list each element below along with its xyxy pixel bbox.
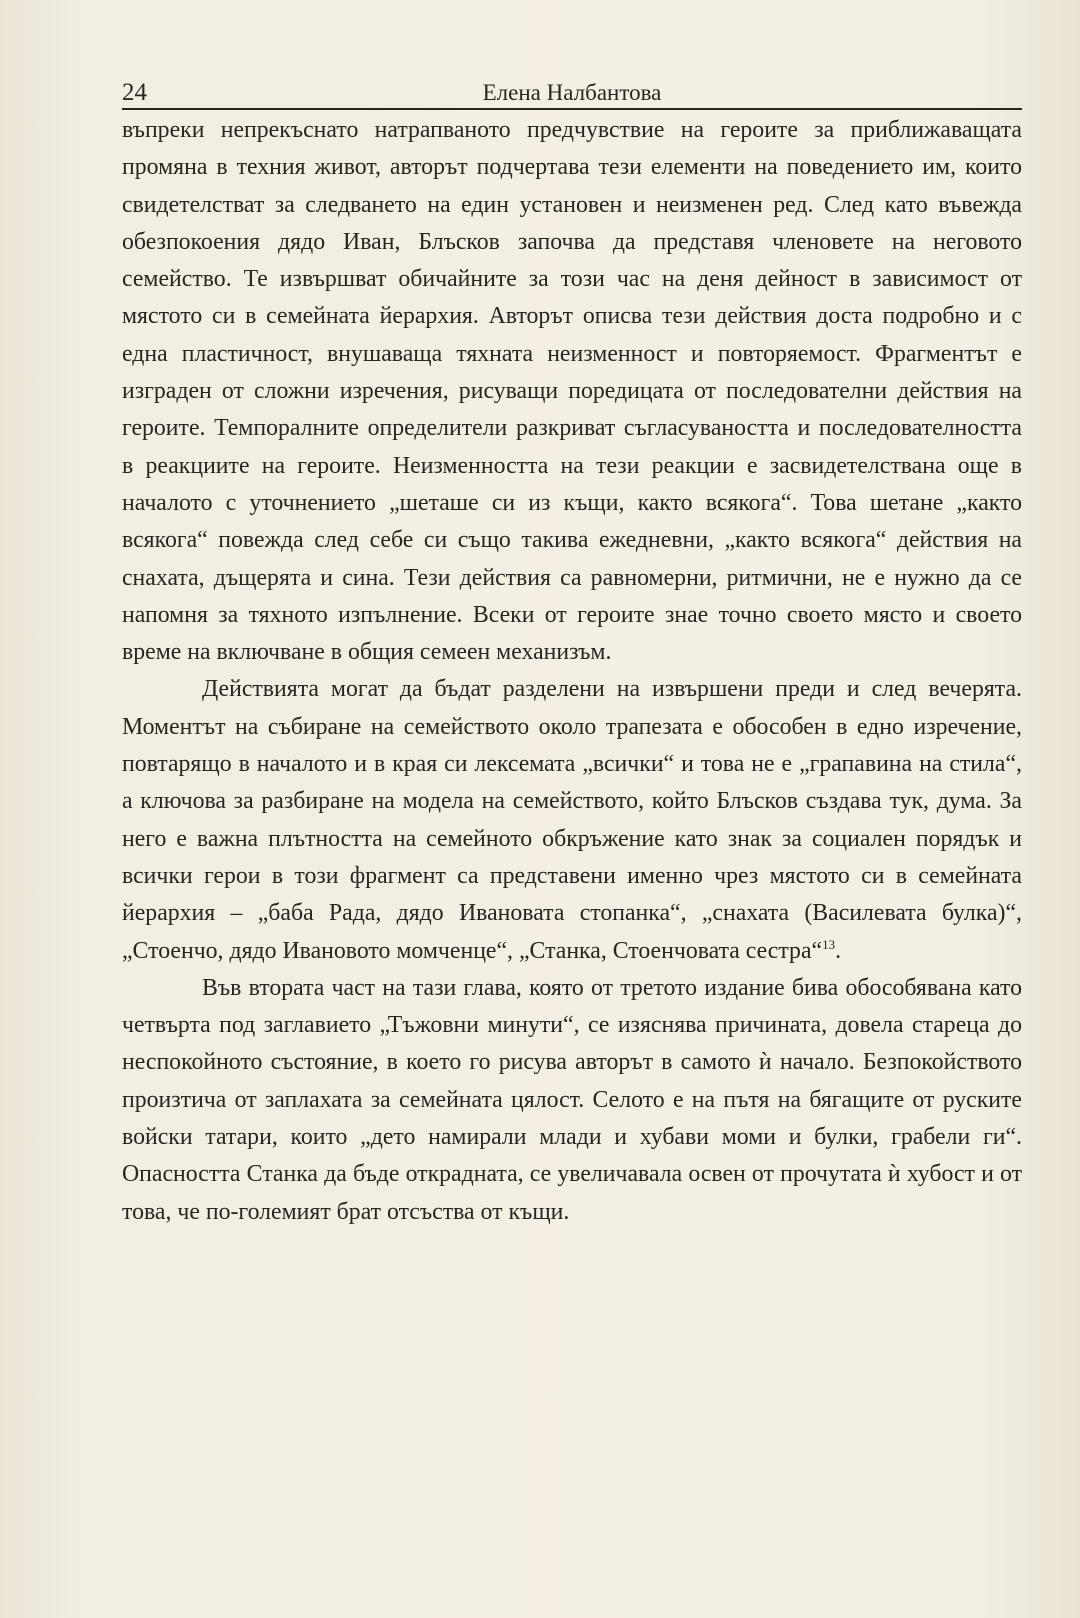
paragraph-text: Действията могат да бъдат разделени на извършени преди и след вечерята. Моментът на събиране на семейството около трапезата е обособен в едно изречение, повтарящо в началото и в края си лексемата „всички“ и това не е „грапавина на стила“, а ключова за разбиране на модела на семейството, който Блъсков създава тук, дума. За него е важна плътността на семейното обкръжение като знак за социален порядък и всички герои в този фрагмент са представени именно чрез мястото си в семейната йерархия – „баба Рада, дядо Ивановата стопанка“, „снахата (Василевата булка)“, „Стоенчо, дядо Ивановото момченце“, „Станка, Стоенчовата сестра“: [122, 676, 1022, 964]
paragraph-2: [122, 671, 1022, 969]
body-text: [122, 112, 1022, 1231]
page-header: [122, 78, 1022, 110]
paragraph-text: Във втората част на тази глава, която от третото издание бива обособявана като четвърта под заглавието „Тъжовни минути“, се изяснява причината, довела стареца до неспокойното състояние, в което го рисува авторът в самото ѝ начало. Безпокойството произтича от заплахата за семейната цялост. Селото е на пътя на бягащите от руските войски татари, които „дето намирали млади и хубави моми и булки, грабели ги“. Опасността Станка да бъде открадната, се увеличавала освен от прочутата ѝ хубост и от това, че по-големият брат отсъства от къщи.: [122, 974, 1022, 1225]
paragraph-text: въпреки непрекъснато натрапваното предчувствие на героите за приближаващата промяна в техния живот, авторът подчертава тези елементи на поведението им, които свидетелстват за следването на един установен и неизменен ред. След като въвежда обезпокоения дядо Иван, Блъсков започва да представя членовете на неговото семейство. Те извършват обичайните за този час на деня дейност в зависимост от мястото си в семейната йерархия. Авторът описва тези действия доста подробно и с една пластичност, внушаваща тяхната неизменност и повторяемост. Фрагментът е изграден от сложни изречения, рисуващи поредицата от последователни действия на героите. Темпоралните определители разкриват съгласуваността и последователността в реакциите на героите. Неизменността на тези реакции е засвидетелствана още в началото с уточнението „шеташе си из къщи, както всякога“. Това шетане „както всякога“ повежда след себе си също такива ежедневни, „както всякога“ действия на снахата, дъщерята и сина. Тези действия са равномерни, ритмични, не е нужно да се напомня за тяхното изпълнение. Всеки от героите знае точно своето място и своето време на включване в общия семеен механизъм.: [122, 117, 1022, 666]
paragraph-3: [122, 970, 1022, 1231]
footnote-ref[interactable]: 13: [822, 936, 836, 952]
running-title: Елена Налбантова: [482, 80, 662, 105]
paragraph-1: [122, 112, 1022, 671]
page-number: 24: [122, 79, 147, 106]
paragraph-end-punct: .: [835, 937, 842, 964]
